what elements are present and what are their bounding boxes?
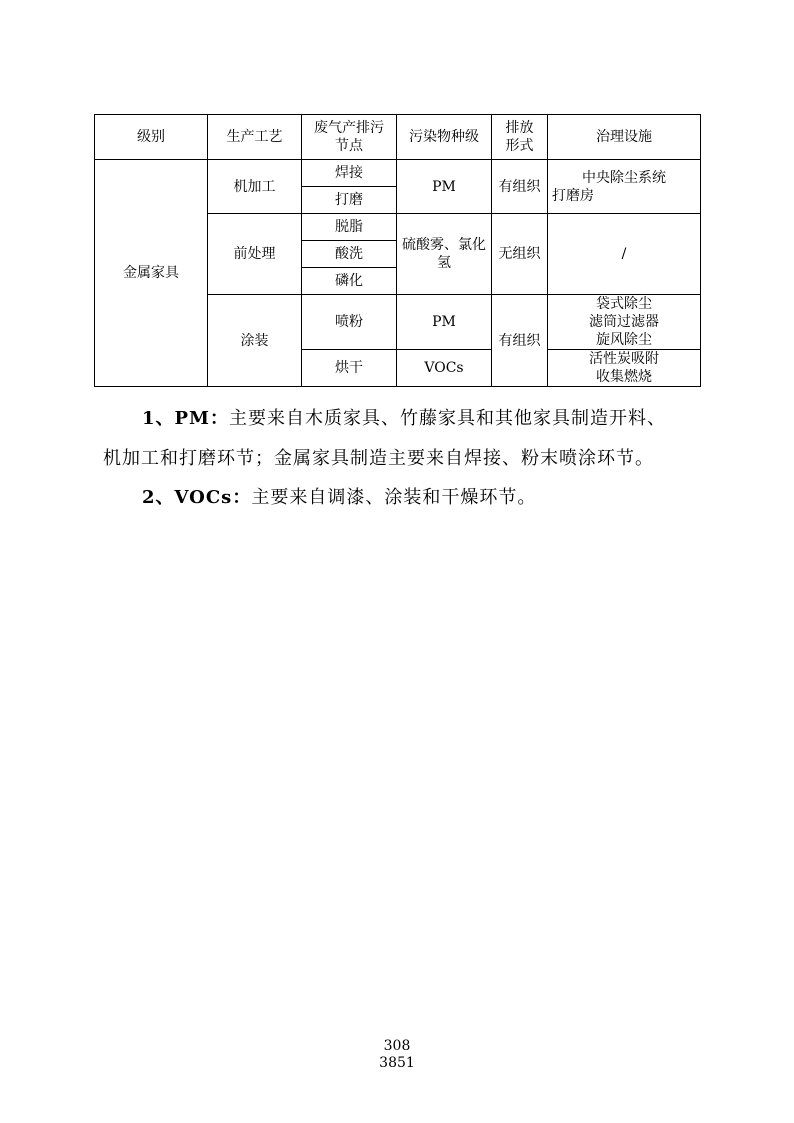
paragraph-pm-line2: 机加工和打磨环节；金属家具制造主要来自焊接、粉末喷涂环节。 — [103, 448, 654, 469]
pollutant-cell: 硫酸雾、氯化氢 — [397, 214, 492, 295]
node-cell: 喷粉 — [302, 295, 397, 350]
process-cell: 涂装 — [208, 295, 302, 387]
facility-cell — [548, 350, 701, 387]
paragraph-pm-text: 主要来自木质家具、竹藤家具和其他家具制造开料、 — [228, 408, 666, 429]
facility-line: 袋式除尘 — [596, 296, 652, 312]
header-facility: 治理设施 — [548, 115, 701, 160]
header-process: 生产工艺 — [208, 115, 302, 160]
node-cell: 焊接 — [302, 160, 397, 187]
header-discharge-line1: 排放 — [505, 120, 534, 136]
paragraph-vocs-lead: 2、VOCs： — [142, 487, 252, 508]
facility-line: 打磨房 — [552, 187, 594, 204]
pollutant-cell: PM — [397, 295, 492, 350]
discharge-cell: 无组织 — [492, 214, 548, 295]
facility-cell — [548, 160, 701, 214]
table-row — [95, 160, 701, 187]
category-cell: 金属家具 — [95, 160, 208, 387]
header-node-line1: 废气产排污 — [314, 120, 384, 136]
paragraph-vocs — [142, 487, 536, 509]
facility-line: 旋风除尘 — [596, 332, 652, 348]
facility-line: 滤筒过滤器 — [589, 314, 659, 330]
table-header-row — [95, 115, 701, 160]
header-pollutant: 污染物种级 — [397, 115, 492, 160]
discharge-cell: 有组织 — [492, 160, 548, 214]
page-number: 308 — [383, 1038, 411, 1054]
pollutant-cell: PM — [397, 160, 492, 214]
paragraph-pm-lead: 1、PM： — [142, 408, 229, 429]
facility-cell: / — [548, 214, 701, 295]
header-discharge-line2: 形式 — [505, 138, 534, 154]
node-cell: 脱脂 — [302, 214, 397, 241]
header-node-line2: 节点 — [335, 138, 363, 154]
facility-line: 收集燃烧 — [596, 369, 652, 385]
total-page-number: 3851 — [379, 1055, 415, 1071]
paragraph-vocs-text: 主要来自调漆、涂装和干燥环节。 — [251, 487, 537, 508]
node-cell: 打磨 — [302, 187, 397, 214]
pollutant-cell: VOCs — [397, 350, 492, 387]
node-cell: 酸洗 — [302, 241, 397, 268]
facility-line: 中央除尘系统 — [582, 169, 666, 186]
paragraph-pm-line1 — [142, 408, 666, 430]
node-cell: 烘干 — [302, 350, 397, 387]
node-cell: 磷化 — [302, 268, 397, 295]
facility-line: 活性炭吸附 — [589, 351, 659, 367]
header-node — [302, 115, 397, 160]
process-cell: 前处理 — [208, 214, 302, 295]
emissions-table — [94, 114, 701, 387]
header-discharge — [492, 115, 548, 160]
header-level: 级别 — [95, 115, 208, 160]
discharge-cell: 有组织 — [492, 295, 548, 387]
process-cell: 机加工 — [208, 160, 302, 214]
facility-cell — [548, 295, 701, 350]
